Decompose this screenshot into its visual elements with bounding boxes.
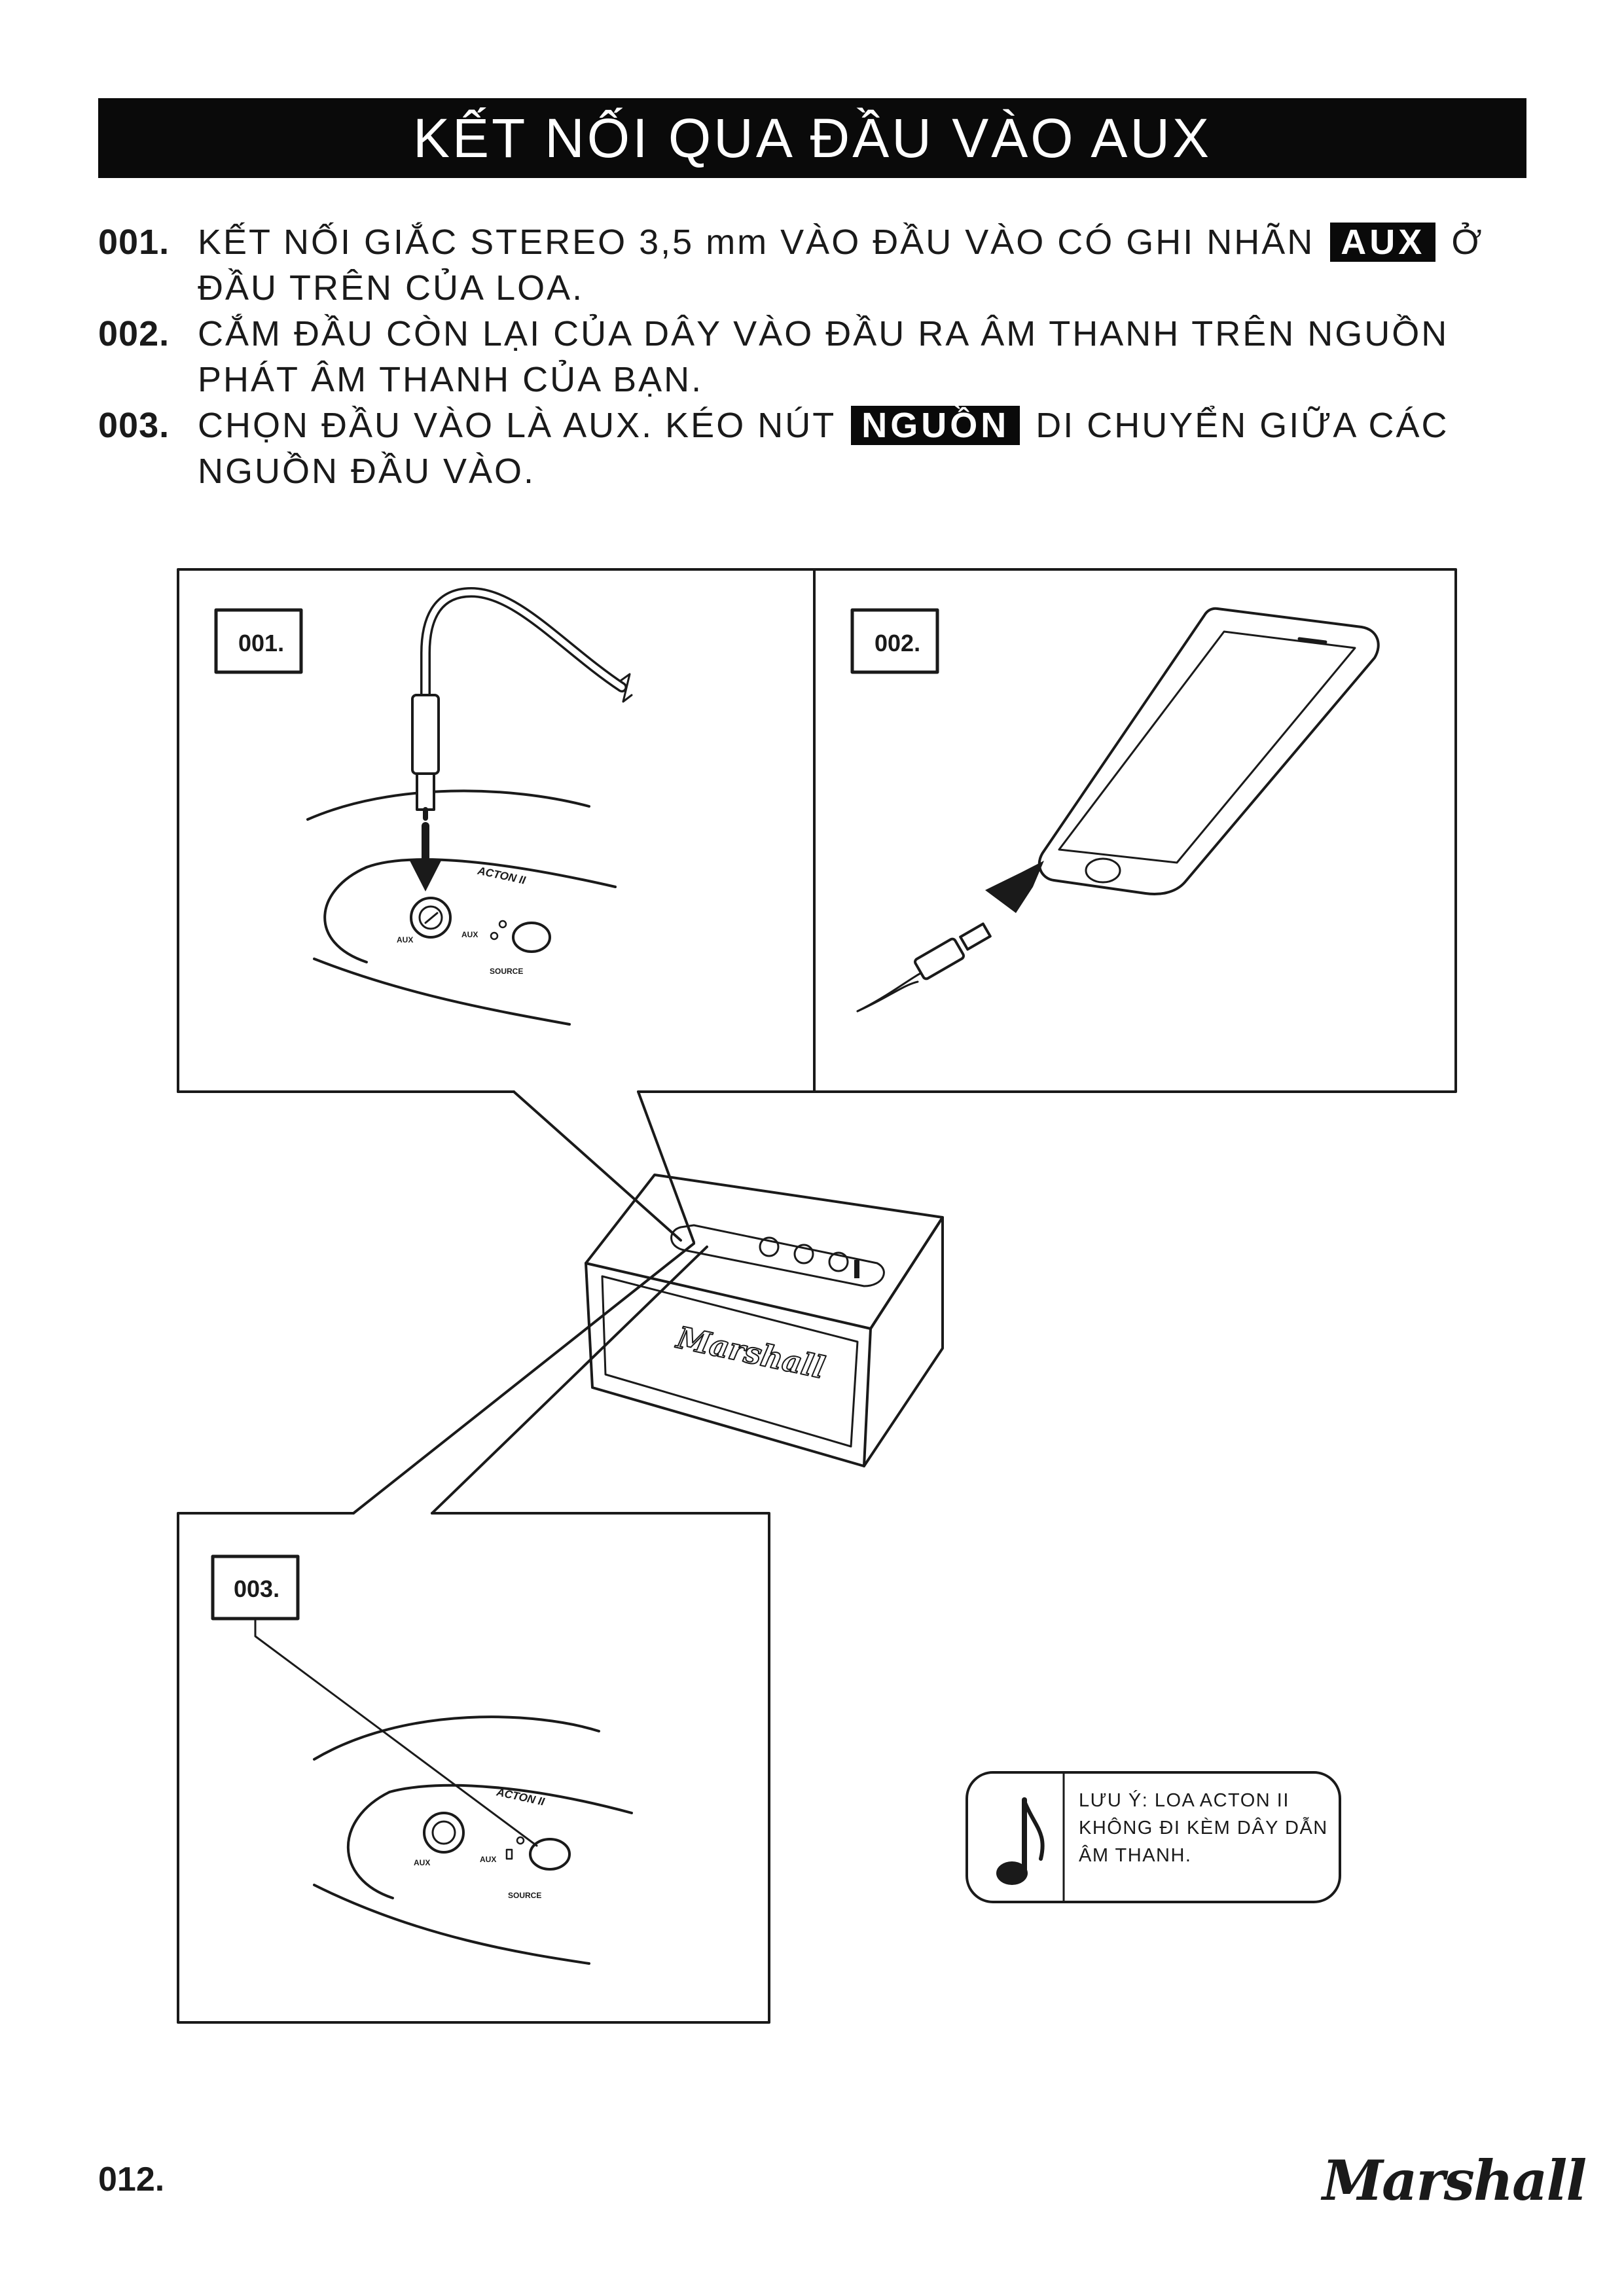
- aux-label-chip: AUX: [1330, 223, 1435, 262]
- source-button-icon: [513, 923, 550, 952]
- page-number: 012.: [98, 2161, 165, 2198]
- source-button-icon: [530, 1839, 569, 1869]
- product-name: ACTON II: [495, 1785, 546, 1808]
- step-text-after: Ở ĐẦU TRÊN CỦA LOA.: [198, 223, 1484, 308]
- source-label-chip: NGUỒN: [851, 406, 1020, 445]
- brand-logo: Marshall: [1322, 2148, 1586, 2213]
- product-name: ACTON II: [476, 864, 527, 887]
- source-label: SOURCE: [490, 967, 524, 976]
- page-title: KẾT NỐI QUA ĐẦU VÀO AUX: [98, 98, 1526, 178]
- aux-jack-icon: [424, 1813, 463, 1852]
- speaker-brand-logo: Marshall: [674, 1319, 828, 1386]
- step-text-before: CẮM ĐẦU CÒN LẠI CỦA DÂY VÀO ĐẦU RA ÂM THANH TRÊN NGUỒN PHÁT ÂM THANH CỦA BẠN.: [198, 314, 1449, 399]
- step-number: 002.: [98, 314, 170, 353]
- aux-jack-label: AUX: [397, 935, 414, 944]
- step-number: 001.: [98, 223, 170, 262]
- step-text-after: DI CHUYỂN GIỮA CÁC NGUỒN ĐẦU VÀO.: [198, 406, 1449, 491]
- aux-led-label: AUX: [480, 1855, 497, 1864]
- step-text-before: CHỌN ĐẦU VÀO LÀ AUX. KÉO NÚT: [198, 406, 836, 445]
- source-label: SOURCE: [508, 1891, 542, 1900]
- arrow-icon: [985, 861, 1044, 913]
- note-text: LƯU Ý: LOA ACTON II KHÔNG ĐI KÈM DÂY DẪN ÂM THANH.: [1079, 1790, 1328, 1866]
- step-text-before: KẾT NỐI GIẮC STEREO 3,5 mm VÀO ĐẦU VÀO CÓ GHI NHÃN: [198, 223, 1315, 262]
- phone-icon: [1039, 609, 1379, 894]
- panel-003-label: 003.: [234, 1575, 280, 1602]
- speaker-illustration: [586, 1175, 943, 1466]
- panel-001-label: 001.: [238, 630, 285, 656]
- panel-002-label: 002.: [875, 630, 921, 656]
- aux-led-label: AUX: [461, 930, 478, 939]
- step-number: 003.: [98, 406, 170, 445]
- aux-jack-label: AUX: [414, 1858, 431, 1867]
